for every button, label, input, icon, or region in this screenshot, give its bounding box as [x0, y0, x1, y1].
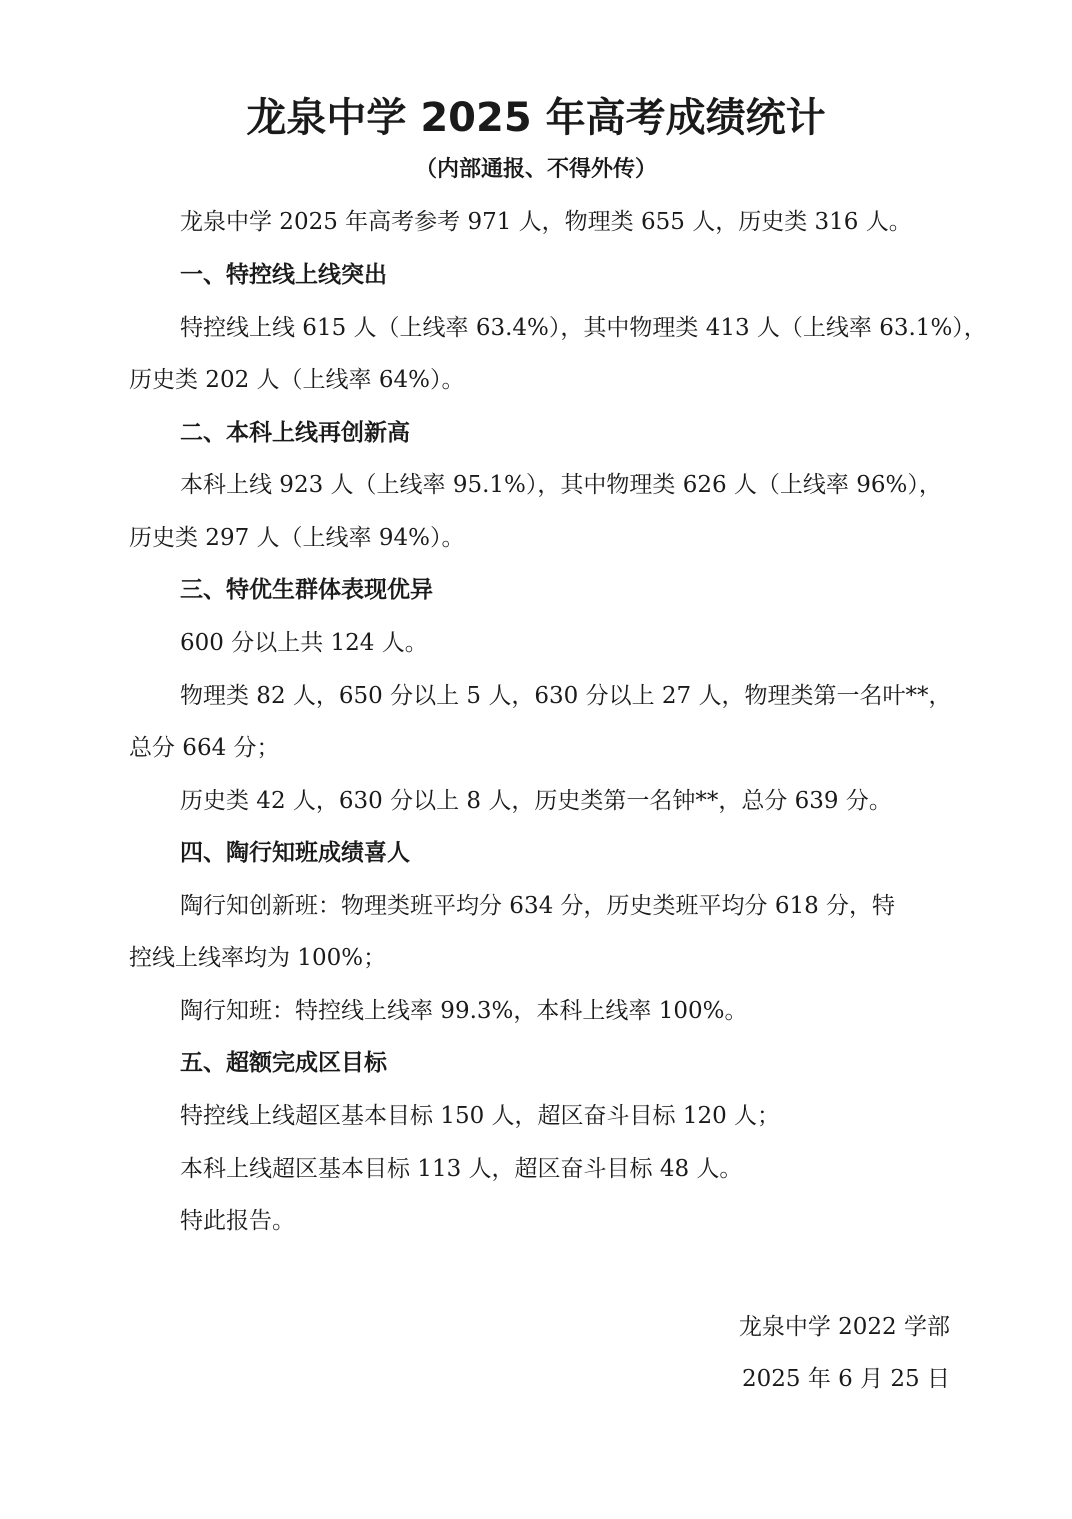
section-3-line-1: 600 分以上共 124 人。	[180, 630, 428, 656]
document-title: 龙泉中学 2025 年高考成绩统计	[246, 95, 826, 141]
section-1-line-2: 历史类 202 人（上线率 64%）。	[129, 367, 465, 393]
section-3-line-4: 历史类 42 人，630 分以上 8 人，历史类第一名钟**，总分 639 分。	[180, 788, 892, 814]
signature-org: 龙泉中学 2022 学部	[738, 1314, 950, 1340]
section-2-line-2: 历史类 297 人（上线率 94%）。	[129, 525, 465, 551]
section-5-line-2: 本科上线超区基本目标 113 人，超区奋斗目标 48 人。	[180, 1156, 743, 1182]
intro-paragraph: 龙泉中学 2025 年高考参考 971 人，物理类 655 人，历史类 316 人。	[180, 209, 912, 235]
section-3-line-3: 总分 664 分；	[129, 735, 280, 761]
section-4-line-1: 陶行知创新班：物理类班平均分 634 分，历史类班平均分 618 分，特	[180, 893, 896, 919]
section-heading-1: 一、特控线上线突出	[180, 262, 387, 288]
section-heading-2: 二、本科上线再创新高	[180, 420, 410, 446]
section-heading-4: 四、陶行知班成绩喜人	[180, 840, 410, 866]
section-3-line-2: 物理类 82 人，650 分以上 5 人，630 分以上 27 人，物理类第一名叶**，	[180, 683, 952, 709]
document-subtitle: （内部通报、不得外传）	[414, 157, 657, 182]
section-1-line-1: 特控线上线 615 人（上线率 63.4%），其中物理类 413 人（上线率 63.1%），	[180, 315, 987, 341]
section-4-line-2: 控线上线率均为 100%；	[129, 945, 387, 971]
section-5-line-1: 特控线上线超区基本目标 150 人，超区奋斗目标 120 人；	[180, 1103, 781, 1129]
section-2-line-1: 本科上线 923 人（上线率 95.1%），其中物理类 626 人（上线率 96%），	[180, 472, 942, 498]
signature-date: 2025 年 6 月 25 日	[742, 1366, 950, 1392]
section-heading-3: 三、特优生群体表现优异	[180, 577, 433, 603]
section-4-line-3: 陶行知班：特控线上线率 99.3%，本科上线率 100%。	[180, 998, 748, 1024]
closing-line: 特此报告。	[180, 1208, 295, 1234]
section-heading-5: 五、超额完成区目标	[180, 1050, 387, 1076]
